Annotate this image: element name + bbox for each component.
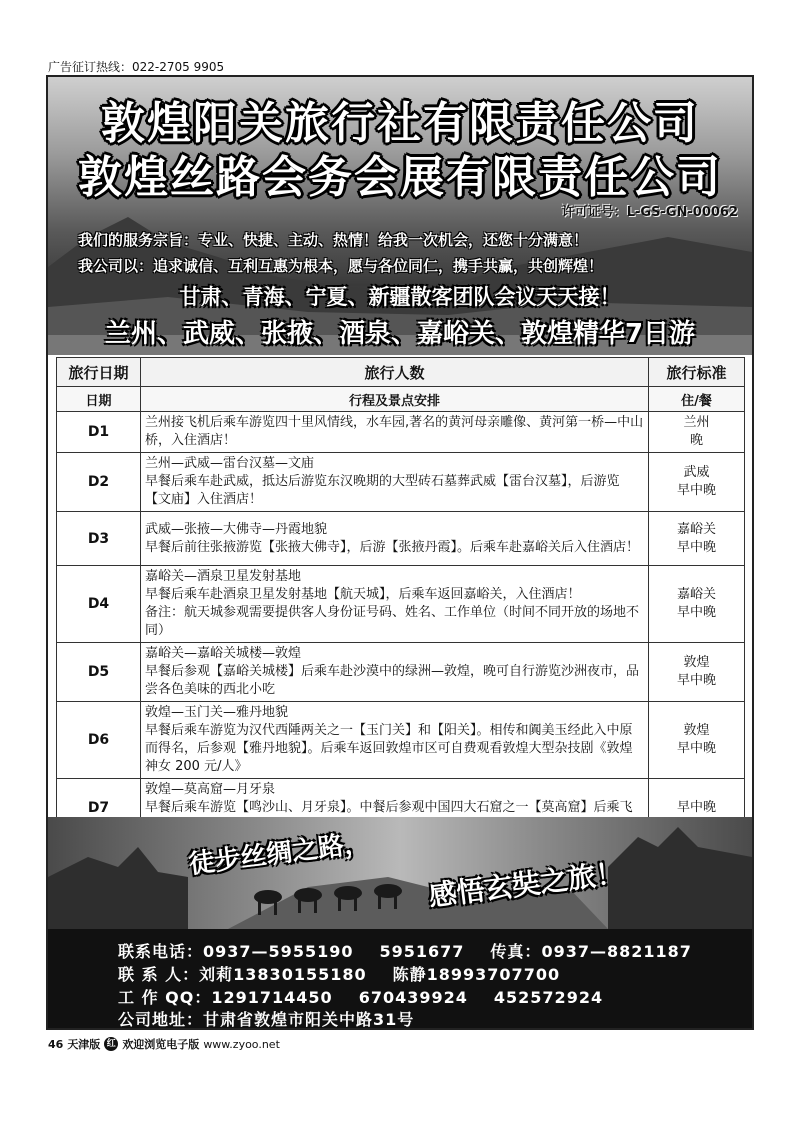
subheader-date: 日期 [57, 387, 141, 412]
fax-number: 0937—8821187 [541, 942, 692, 961]
standard-cell [649, 512, 745, 566]
day-cell: D1 [57, 412, 141, 453]
banner-slogan-2: 感悟玄奘之旅！ [426, 856, 626, 913]
lodging-text: 早中晚 [676, 800, 716, 815]
standard-cell [649, 702, 745, 779]
advertisement-frame [46, 75, 754, 1030]
header-travel-people: 旅行人数 [141, 358, 649, 387]
page-footer [48, 1036, 280, 1052]
header-travel-standard: 旅行标准 [649, 358, 745, 387]
license-number: 许可证号：L-GS-GN-00062 [561, 205, 738, 220]
day-cell: D5 [57, 643, 141, 702]
edition-label: 天津版 [67, 1038, 101, 1051]
day-cell: D4 [57, 566, 141, 643]
company-address: 甘肃省敦煌市阳关中路31号 [203, 1010, 415, 1029]
ad-hotline: 广告征订热线：022-2705 9905 [48, 60, 225, 74]
service-slogan: 我们的服务宗旨：专业、快捷、主动、热情！给我一次机会，还您十分满意！ [78, 231, 589, 249]
fax-label: 传真： [490, 942, 542, 961]
table-row [57, 412, 745, 453]
camel-caravan-illustration [48, 817, 752, 929]
publication-logo-icon: 红 [104, 1037, 118, 1051]
lodging-text: 嘉峪关 [676, 587, 716, 602]
lodging-text: 敦煌 [683, 655, 710, 670]
meals-text: 早中晚 [676, 483, 716, 498]
subheader-itinerary: 行程及景点安排 [141, 387, 649, 412]
lodging-text: 武威 [683, 465, 710, 480]
phone-label: 联系电话： [118, 942, 204, 961]
day-cell: D7 [57, 779, 141, 838]
contact-person-line [118, 962, 560, 985]
table-row [57, 702, 745, 779]
table-row [57, 453, 745, 512]
lodging-text: 敦煌 [683, 723, 710, 738]
page-number: 46 [48, 1037, 64, 1051]
qq-label: 工 作 QQ： [118, 988, 212, 1007]
itinerary-table [56, 357, 745, 838]
table-row [57, 566, 745, 643]
company-slogan: 我公司以：追求诚信、互利互惠为根本，愿与各位同仁，携手共赢，共创辉煌！ [78, 257, 604, 275]
promo-tour: 兰州、武威、张掖、酒泉、嘉峪关、敦煌精华7日游 [104, 319, 696, 349]
standard-cell [649, 453, 745, 512]
qq-number-3: 452572924 [493, 988, 604, 1007]
meals-text: 早中晚 [676, 673, 716, 688]
promo-regions: 甘肃、青海、宁夏、新疆散客团队会议天天接！ [179, 285, 621, 309]
meals-text: 早中晚 [676, 605, 716, 620]
address-label: 公司地址： [118, 1010, 204, 1029]
phone-number-2: 5951677 [379, 942, 465, 961]
hero-section [48, 77, 752, 355]
header-travel-date: 旅行日期 [57, 358, 141, 387]
day-cell: D6 [57, 702, 141, 779]
standard-cell [649, 643, 745, 702]
day-cell: D2 [57, 453, 141, 512]
table-row [57, 512, 745, 566]
lodging-text: 兰州 [683, 415, 710, 430]
qq-number-1: 1291714450 [211, 988, 333, 1007]
table-row [57, 643, 745, 702]
contact-section [48, 929, 752, 1030]
itinerary-cell: 兰州接飞机后乘车游览四十里风情线，水车园,著名的黄河母亲雕像、黄河第一桥—中山桥，入住酒店！ [141, 412, 649, 453]
itinerary-cell: 敦煌—玉门关—雅丹地貌 早餐后乘车游览为汉代西陲两关之一【玉门关】和【阳关】。相传和阗美玉经此入中原而得名，后参观【雅丹地貌】。后乘车返回敦煌市区可自费观看敦煌大型杂技剧《敦煌神女 200 元/人》 [141, 702, 649, 779]
phone-number-1: 0937—5955190 [203, 942, 354, 961]
table-header-row [57, 358, 745, 387]
banner-slogan-1: 徒步丝绸之路， [187, 828, 372, 880]
contact-phone-line [118, 939, 692, 962]
qq-number-2: 670439924 [358, 988, 468, 1007]
table-subheader-row [57, 387, 745, 412]
itinerary-cell: 兰州—武威—雷台汉墓—文庙 早餐后乘车赴武威，抵达后游览东汉晚期的大型砖石墓葬武威【雷台汉墓】，后游览【文庙】入住酒店！ [141, 453, 649, 512]
subheader-lodging-meals: 住/餐 [649, 387, 745, 412]
standard-cell [649, 412, 745, 453]
day-cell: D3 [57, 512, 141, 566]
silk-road-banner [48, 817, 752, 929]
itinerary-cell: 敦煌—莫高窟—月牙泉 早餐后乘车游览【鸣沙山、月牙泉】。中餐后参观中国四大石窟之一【莫高窟】后乘飞 [141, 779, 649, 838]
company-title-2: 敦煌丝路会务会展有限责任公司 [78, 152, 722, 203]
footer-url[interactable]: www.zyoo.net [203, 1037, 280, 1051]
standard-cell [649, 566, 745, 643]
itinerary-cell: 嘉峪关—嘉峪关城楼—敦煌 早餐后参观【嘉峪关城楼】后乘车赴沙漠中的绿洲—敦煌，晚可自行游览沙洲夜市，品尝各色美味的西北小吃 [141, 643, 649, 702]
meals-text: 晚 [689, 433, 703, 448]
contact-person-1: 刘莉13830155180 [199, 965, 367, 984]
footer-text: 欢迎浏览电子版 [122, 1038, 200, 1051]
company-title-1: 敦煌阳关旅行社有限责任公司 [101, 98, 699, 149]
itinerary-cell: 武威—张掖—大佛寺—丹霞地貌 早餐后前往张掖游览【张掖大佛寺】，后游【张掖丹霞】。后乘车赴嘉峪关后入住酒店！ [141, 512, 649, 566]
meals-text: 早中晚 [676, 741, 716, 756]
itinerary-cell: 嘉峪关—酒泉卫星发射基地 早餐后乘车赴酒泉卫星发射基地【航天城】，后乘车返回嘉峪关，入住酒店！ 备注：航天城参观需要提供客人身份证号码、姓名、工作单位（时间不同开放的场地不同） [141, 566, 649, 643]
contact-address-line [118, 1007, 414, 1030]
person-label: 联 系 人： [118, 965, 200, 984]
meals-text: 早中晚 [676, 539, 716, 555]
contact-person-2: 陈静18993707700 [392, 965, 561, 984]
lodging-text: 嘉峪关 [676, 521, 716, 537]
contact-qq-line [118, 985, 603, 1008]
